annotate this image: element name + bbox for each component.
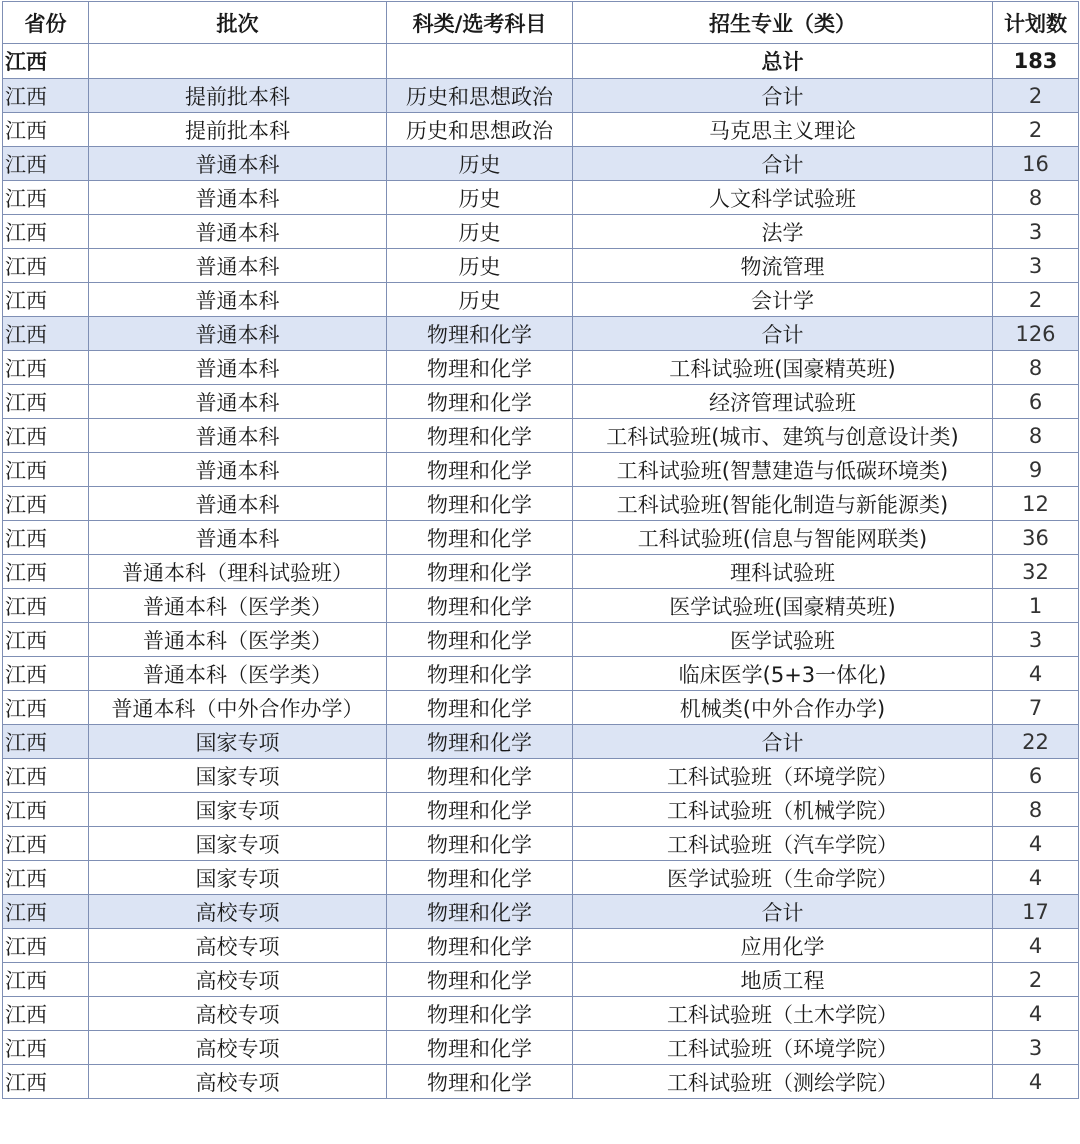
cell-major: 机械类(中外合作办学)	[573, 691, 993, 725]
cell-province: 江西	[3, 419, 89, 453]
cell-batch: 普通本科	[89, 181, 387, 215]
subtotal-row	[3, 317, 1079, 351]
cell-major: 工科试验班（环境学院）	[573, 1031, 993, 1065]
cell-batch: 国家专项	[89, 759, 387, 793]
cell-major: 工科试验班（环境学院）	[573, 759, 993, 793]
cell-plan-count: 4	[993, 929, 1079, 963]
header-major: 招生专业（类）	[573, 2, 993, 44]
table-row	[3, 827, 1079, 861]
cell-batch: 普通本科	[89, 249, 387, 283]
cell-major: 理科试验班	[573, 555, 993, 589]
cell-province: 江西	[3, 317, 89, 351]
header-plan-count: 计划数	[993, 2, 1079, 44]
cell-major: 工科试验班(城市、建筑与创意设计类)	[573, 419, 993, 453]
cell-batch: 高校专项	[89, 1065, 387, 1099]
cell-batch: 国家专项	[89, 861, 387, 895]
cell-subject: 物理和化学	[387, 1065, 573, 1099]
cell-subject: 物理和化学	[387, 487, 573, 521]
table-row	[3, 453, 1079, 487]
cell-batch: 普通本科	[89, 317, 387, 351]
cell-subject: 物理和化学	[387, 827, 573, 861]
cell-province: 江西	[3, 997, 89, 1031]
cell-province: 江西	[3, 589, 89, 623]
cell-plan-count: 1	[993, 589, 1079, 623]
cell-batch: 提前批本科	[89, 79, 387, 113]
cell-subject: 物理和化学	[387, 691, 573, 725]
cell-plan-count: 7	[993, 691, 1079, 725]
cell-plan-count: 2	[993, 79, 1079, 113]
cell-batch: 高校专项	[89, 895, 387, 929]
cell-major: 合计	[573, 895, 993, 929]
cell-subject: 物理和化学	[387, 385, 573, 419]
cell-plan-count: 9	[993, 453, 1079, 487]
cell-batch: 普通本科	[89, 283, 387, 317]
cell-province: 江西	[3, 861, 89, 895]
table-row	[3, 521, 1079, 555]
cell-batch: 高校专项	[89, 929, 387, 963]
cell-province: 江西	[3, 521, 89, 555]
table-row	[3, 385, 1079, 419]
cell-major: 工科试验班（土木学院）	[573, 997, 993, 1031]
total-subject	[387, 44, 573, 79]
cell-province: 江西	[3, 929, 89, 963]
cell-subject: 物理和化学	[387, 589, 573, 623]
cell-plan-count: 3	[993, 249, 1079, 283]
cell-subject: 物理和化学	[387, 623, 573, 657]
cell-plan-count: 4	[993, 861, 1079, 895]
cell-batch: 普通本科（医学类）	[89, 657, 387, 691]
cell-batch: 普通本科	[89, 351, 387, 385]
cell-batch: 普通本科（中外合作办学）	[89, 691, 387, 725]
table-row	[3, 623, 1079, 657]
cell-subject: 物理和化学	[387, 657, 573, 691]
cell-subject: 物理和化学	[387, 453, 573, 487]
cell-subject: 历史和思想政治	[387, 79, 573, 113]
cell-major: 工科试验班(智能化制造与新能源类)	[573, 487, 993, 521]
cell-plan-count: 3	[993, 1031, 1079, 1065]
cell-province: 江西	[3, 147, 89, 181]
cell-major: 工科试验班(信息与智能网联类)	[573, 521, 993, 555]
cell-province: 江西	[3, 249, 89, 283]
table-row	[3, 929, 1079, 963]
header-province: 省份	[3, 2, 89, 44]
cell-batch: 普通本科	[89, 419, 387, 453]
cell-province: 江西	[3, 351, 89, 385]
cell-province: 江西	[3, 113, 89, 147]
cell-province: 江西	[3, 759, 89, 793]
cell-major: 医学试验班(国豪精英班)	[573, 589, 993, 623]
cell-subject: 历史	[387, 147, 573, 181]
cell-plan-count: 8	[993, 793, 1079, 827]
cell-major: 法学	[573, 215, 993, 249]
table-row	[3, 997, 1079, 1031]
cell-major: 合计	[573, 79, 993, 113]
cell-plan-count: 36	[993, 521, 1079, 555]
cell-plan-count: 3	[993, 215, 1079, 249]
header-subject: 科类/选考科目	[387, 2, 573, 44]
table-row	[3, 215, 1079, 249]
cell-province: 江西	[3, 623, 89, 657]
cell-batch: 高校专项	[89, 997, 387, 1031]
cell-subject: 历史	[387, 283, 573, 317]
cell-province: 江西	[3, 215, 89, 249]
cell-batch: 普通本科	[89, 453, 387, 487]
cell-major: 地质工程	[573, 963, 993, 997]
cell-batch: 提前批本科	[89, 113, 387, 147]
table-row	[3, 759, 1079, 793]
cell-plan-count: 2	[993, 113, 1079, 147]
cell-province: 江西	[3, 963, 89, 997]
cell-batch: 普通本科（医学类）	[89, 623, 387, 657]
table-row	[3, 793, 1079, 827]
cell-province: 江西	[3, 385, 89, 419]
table-row	[3, 283, 1079, 317]
cell-province: 江西	[3, 487, 89, 521]
cell-major: 医学试验班	[573, 623, 993, 657]
cell-plan-count: 8	[993, 351, 1079, 385]
cell-plan-count: 8	[993, 419, 1079, 453]
cell-subject: 历史	[387, 249, 573, 283]
cell-major: 经济管理试验班	[573, 385, 993, 419]
table-row	[3, 1031, 1079, 1065]
cell-subject: 历史和思想政治	[387, 113, 573, 147]
cell-province: 江西	[3, 691, 89, 725]
cell-province: 江西	[3, 725, 89, 759]
table-row	[3, 589, 1079, 623]
total-province: 江西	[3, 44, 89, 79]
cell-major: 工科试验班(智慧建造与低碳环境类)	[573, 453, 993, 487]
cell-batch: 国家专项	[89, 827, 387, 861]
cell-subject: 物理和化学	[387, 521, 573, 555]
cell-subject: 物理和化学	[387, 895, 573, 929]
cell-subject: 物理和化学	[387, 929, 573, 963]
cell-province: 江西	[3, 1065, 89, 1099]
cell-plan-count: 2	[993, 963, 1079, 997]
table-row	[3, 691, 1079, 725]
cell-major: 工科试验班(国豪精英班)	[573, 351, 993, 385]
cell-batch: 高校专项	[89, 1031, 387, 1065]
cell-batch: 国家专项	[89, 725, 387, 759]
cell-major: 合计	[573, 147, 993, 181]
table-row	[3, 657, 1079, 691]
cell-batch: 国家专项	[89, 793, 387, 827]
table-row	[3, 963, 1079, 997]
table-row	[3, 555, 1079, 589]
cell-province: 江西	[3, 657, 89, 691]
cell-plan-count: 12	[993, 487, 1079, 521]
cell-subject: 历史	[387, 215, 573, 249]
cell-subject: 物理和化学	[387, 997, 573, 1031]
cell-batch: 高校专项	[89, 963, 387, 997]
cell-major: 工科试验班（汽车学院）	[573, 827, 993, 861]
table-row	[3, 487, 1079, 521]
subtotal-row	[3, 725, 1079, 759]
enrollment-plan-table	[2, 1, 1079, 1099]
cell-plan-count: 6	[993, 759, 1079, 793]
cell-major: 人文科学试验班	[573, 181, 993, 215]
cell-subject: 物理和化学	[387, 1031, 573, 1065]
total-count: 183	[993, 44, 1079, 79]
cell-batch: 普通本科	[89, 487, 387, 521]
cell-major: 工科试验班（测绘学院）	[573, 1065, 993, 1099]
cell-plan-count: 4	[993, 997, 1079, 1031]
total-batch	[89, 44, 387, 79]
cell-subject: 物理和化学	[387, 759, 573, 793]
cell-major: 会计学	[573, 283, 993, 317]
table-row	[3, 351, 1079, 385]
header-row	[3, 2, 1079, 44]
cell-major: 合计	[573, 725, 993, 759]
subtotal-row	[3, 147, 1079, 181]
cell-plan-count: 32	[993, 555, 1079, 589]
cell-plan-count: 16	[993, 147, 1079, 181]
table-row	[3, 861, 1079, 895]
cell-province: 江西	[3, 79, 89, 113]
table-row	[3, 1065, 1079, 1099]
cell-plan-count: 22	[993, 725, 1079, 759]
cell-province: 江西	[3, 793, 89, 827]
cell-plan-count: 17	[993, 895, 1079, 929]
cell-subject: 物理和化学	[387, 317, 573, 351]
cell-subject: 物理和化学	[387, 419, 573, 453]
cell-subject: 物理和化学	[387, 351, 573, 385]
cell-plan-count: 126	[993, 317, 1079, 351]
cell-batch: 普通本科（医学类）	[89, 589, 387, 623]
cell-plan-count: 4	[993, 827, 1079, 861]
cell-major: 应用化学	[573, 929, 993, 963]
cell-subject: 物理和化学	[387, 963, 573, 997]
cell-province: 江西	[3, 283, 89, 317]
header-batch: 批次	[89, 2, 387, 44]
cell-batch: 普通本科（理科试验班）	[89, 555, 387, 589]
cell-plan-count: 4	[993, 1065, 1079, 1099]
cell-province: 江西	[3, 555, 89, 589]
cell-major: 临床医学(5+3一体化)	[573, 657, 993, 691]
cell-batch: 普通本科	[89, 385, 387, 419]
cell-province: 江西	[3, 827, 89, 861]
cell-subject: 历史	[387, 181, 573, 215]
cell-major: 工科试验班（机械学院）	[573, 793, 993, 827]
table-row	[3, 419, 1079, 453]
cell-batch: 普通本科	[89, 147, 387, 181]
cell-plan-count: 3	[993, 623, 1079, 657]
table-row	[3, 181, 1079, 215]
cell-province: 江西	[3, 181, 89, 215]
total-row	[3, 44, 1079, 79]
total-label: 总计	[573, 44, 993, 79]
cell-province: 江西	[3, 895, 89, 929]
cell-major: 合计	[573, 317, 993, 351]
cell-province: 江西	[3, 453, 89, 487]
cell-plan-count: 4	[993, 657, 1079, 691]
cell-plan-count: 2	[993, 283, 1079, 317]
subtotal-row	[3, 895, 1079, 929]
cell-batch: 普通本科	[89, 521, 387, 555]
cell-subject: 物理和化学	[387, 555, 573, 589]
cell-plan-count: 6	[993, 385, 1079, 419]
cell-batch: 普通本科	[89, 215, 387, 249]
cell-subject: 物理和化学	[387, 793, 573, 827]
cell-plan-count: 8	[993, 181, 1079, 215]
cell-province: 江西	[3, 1031, 89, 1065]
table-row	[3, 249, 1079, 283]
cell-subject: 物理和化学	[387, 861, 573, 895]
cell-major: 马克思主义理论	[573, 113, 993, 147]
cell-subject: 物理和化学	[387, 725, 573, 759]
table-row	[3, 113, 1079, 147]
cell-major: 物流管理	[573, 249, 993, 283]
cell-major: 医学试验班（生命学院）	[573, 861, 993, 895]
subtotal-row	[3, 79, 1079, 113]
